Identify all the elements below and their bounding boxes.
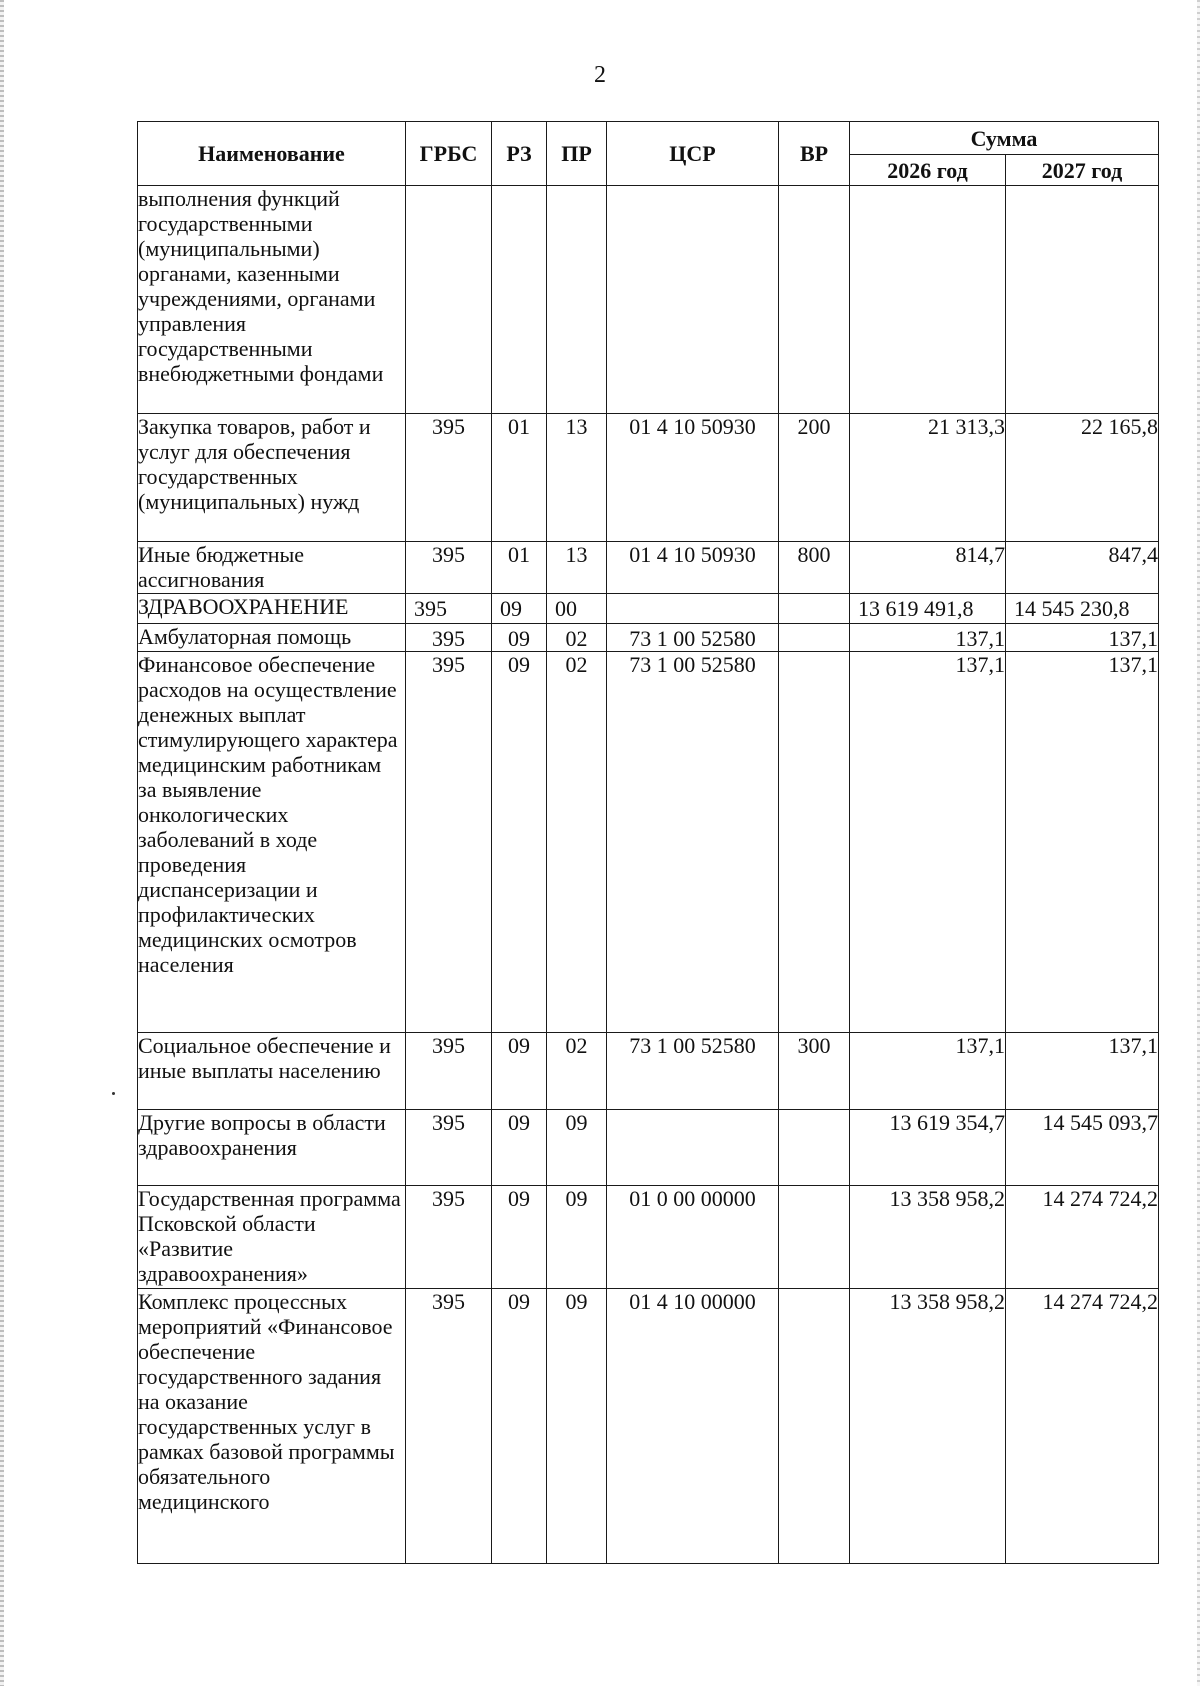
- row-sum-2027: 847,4: [1006, 542, 1159, 594]
- row-csr: 01 0 00 00000: [607, 1186, 779, 1289]
- table-row: [138, 1186, 1159, 1289]
- header-csr: ЦСР: [607, 122, 779, 186]
- row-vr: [779, 186, 850, 414]
- row-grbs: 395: [406, 1033, 492, 1110]
- row-name: Комплекс процессных мероприятий «Финансовое обеспечение государственного задания на оказание государственных услуг в рамках базовой программы обязательного медицинского: [138, 1289, 406, 1564]
- row-name: Социальное обеспечение и иные выплаты населению: [138, 1033, 406, 1110]
- row-grbs: 395: [406, 594, 492, 624]
- row-sum-2026: 137,1: [850, 624, 1006, 652]
- row-sum-2027: 14 274 724,2: [1006, 1289, 1159, 1564]
- row-grbs: 395: [406, 542, 492, 594]
- page-number: 2: [594, 62, 606, 88]
- table-header: [138, 122, 1159, 186]
- row-vr: 200: [779, 414, 850, 542]
- row-pr: [547, 186, 607, 414]
- table-row: [138, 1033, 1159, 1110]
- row-sum-2026: 21 313,3: [850, 414, 1006, 542]
- table-row: [138, 1110, 1159, 1186]
- row-sum-2027: 14 274 724,2: [1006, 1186, 1159, 1289]
- row-sum-2027: 137,1: [1006, 624, 1159, 652]
- row-pr: 09: [547, 1289, 607, 1564]
- row-vr: 300: [779, 1033, 850, 1110]
- row-sum-2026: 137,1: [850, 1033, 1006, 1110]
- row-sum-2026: 814,7: [850, 542, 1006, 594]
- row-pr: 02: [547, 624, 607, 652]
- table-row: [138, 1289, 1159, 1564]
- row-sum-2027: 14 545 230,8: [1006, 594, 1159, 624]
- header-sum: Сумма: [850, 122, 1159, 155]
- row-sum-2027: 137,1: [1006, 652, 1159, 1033]
- scan-edge-left: [0, 0, 4, 1686]
- header-year-2027: 2027 год: [1006, 155, 1159, 186]
- row-grbs: 395: [406, 1289, 492, 1564]
- row-vr: 800: [779, 542, 850, 594]
- scan-speck: [112, 1092, 115, 1095]
- row-sum-2026: 13 358 958,2: [850, 1289, 1006, 1564]
- row-sum-2026: 13 619 354,7: [850, 1110, 1006, 1186]
- budget-table: [137, 121, 1159, 1564]
- row-sum-2026: [850, 186, 1006, 414]
- row-rz: 09: [492, 1289, 547, 1564]
- row-csr: 73 1 00 52580: [607, 1033, 779, 1110]
- row-pr: 02: [547, 652, 607, 1033]
- row-grbs: [406, 186, 492, 414]
- table-row: [138, 186, 1159, 414]
- row-grbs: 395: [406, 1186, 492, 1289]
- row-csr: 73 1 00 52580: [607, 652, 779, 1033]
- row-sum-2027: 137,1: [1006, 1033, 1159, 1110]
- row-csr: 01 4 10 50930: [607, 414, 779, 542]
- row-vr: [779, 1110, 850, 1186]
- row-vr: [779, 1186, 850, 1289]
- row-vr: [779, 624, 850, 652]
- row-csr: 73 1 00 52580: [607, 624, 779, 652]
- row-pr: 09: [547, 1110, 607, 1186]
- header-grbs: ГРБС: [406, 122, 492, 186]
- row-pr: 00: [547, 594, 607, 624]
- row-grbs: 395: [406, 414, 492, 542]
- row-name: Закупка товаров, работ и услуг для обеспечения государственных (муниципальных) нужд: [138, 414, 406, 542]
- row-rz: 01: [492, 542, 547, 594]
- row-vr: [779, 594, 850, 624]
- row-rz: 09: [492, 1110, 547, 1186]
- row-vr: [779, 652, 850, 1033]
- row-rz: 01: [492, 414, 547, 542]
- row-csr: 01 4 10 00000: [607, 1289, 779, 1564]
- row-rz: 09: [492, 652, 547, 1033]
- header-year-2026: 2026 год: [850, 155, 1006, 186]
- row-csr: [607, 186, 779, 414]
- row-rz: [492, 186, 547, 414]
- row-name: Иные бюджетные ассигнования: [138, 542, 406, 594]
- table-row: [138, 652, 1159, 1033]
- row-sum-2026: 13 358 958,2: [850, 1186, 1006, 1289]
- row-sum-2026: 13 619 491,8: [850, 594, 1006, 624]
- row-grbs: 395: [406, 1110, 492, 1186]
- row-sum-2027: [1006, 186, 1159, 414]
- header-name: Наименование: [138, 122, 406, 186]
- row-pr: 09: [547, 1186, 607, 1289]
- row-rz: 09: [492, 624, 547, 652]
- row-rz: 09: [492, 594, 547, 624]
- row-grbs: 395: [406, 624, 492, 652]
- row-name: Амбулаторная помощь: [138, 624, 406, 652]
- header-rz: РЗ: [492, 122, 547, 186]
- row-pr: 13: [547, 542, 607, 594]
- row-name: выполнения функций государственными (муниципальными) органами, казенными учреждениями, органами управления государственными внебюджетными фондами: [138, 186, 406, 414]
- header-row-top: [138, 122, 1159, 155]
- table-row: [138, 414, 1159, 542]
- row-rz: 09: [492, 1186, 547, 1289]
- table-row: [138, 624, 1159, 652]
- row-pr: 13: [547, 414, 607, 542]
- table-row-section: [138, 594, 1159, 624]
- row-sum-2026: 137,1: [850, 652, 1006, 1033]
- row-name: Другие вопросы в области здравоохранения: [138, 1110, 406, 1186]
- header-pr: ПР: [547, 122, 607, 186]
- table-body: [138, 186, 1159, 1564]
- row-csr: [607, 1110, 779, 1186]
- row-name: Финансовое обеспечение расходов на осуществление денежных выплат стимулирующего характера медицинским работникам за выявление онкологических заболеваний в ходе проведения диспансеризации и профилактических медицинских осмотров населения: [138, 652, 406, 1033]
- row-sum-2027: 14 545 093,7: [1006, 1110, 1159, 1186]
- row-sum-2027: 22 165,8: [1006, 414, 1159, 542]
- row-name: Государственная программа Псковской области «Развитие здравоохранения»: [138, 1186, 406, 1289]
- row-csr: 01 4 10 50930: [607, 542, 779, 594]
- table-row: [138, 542, 1159, 594]
- row-csr: [607, 594, 779, 624]
- row-grbs: 395: [406, 652, 492, 1033]
- row-rz: 09: [492, 1033, 547, 1110]
- row-name: ЗДРАВООХРАНЕНИЕ: [138, 594, 406, 624]
- row-vr: [779, 1289, 850, 1564]
- row-pr: 02: [547, 1033, 607, 1110]
- header-vr: ВР: [779, 122, 850, 186]
